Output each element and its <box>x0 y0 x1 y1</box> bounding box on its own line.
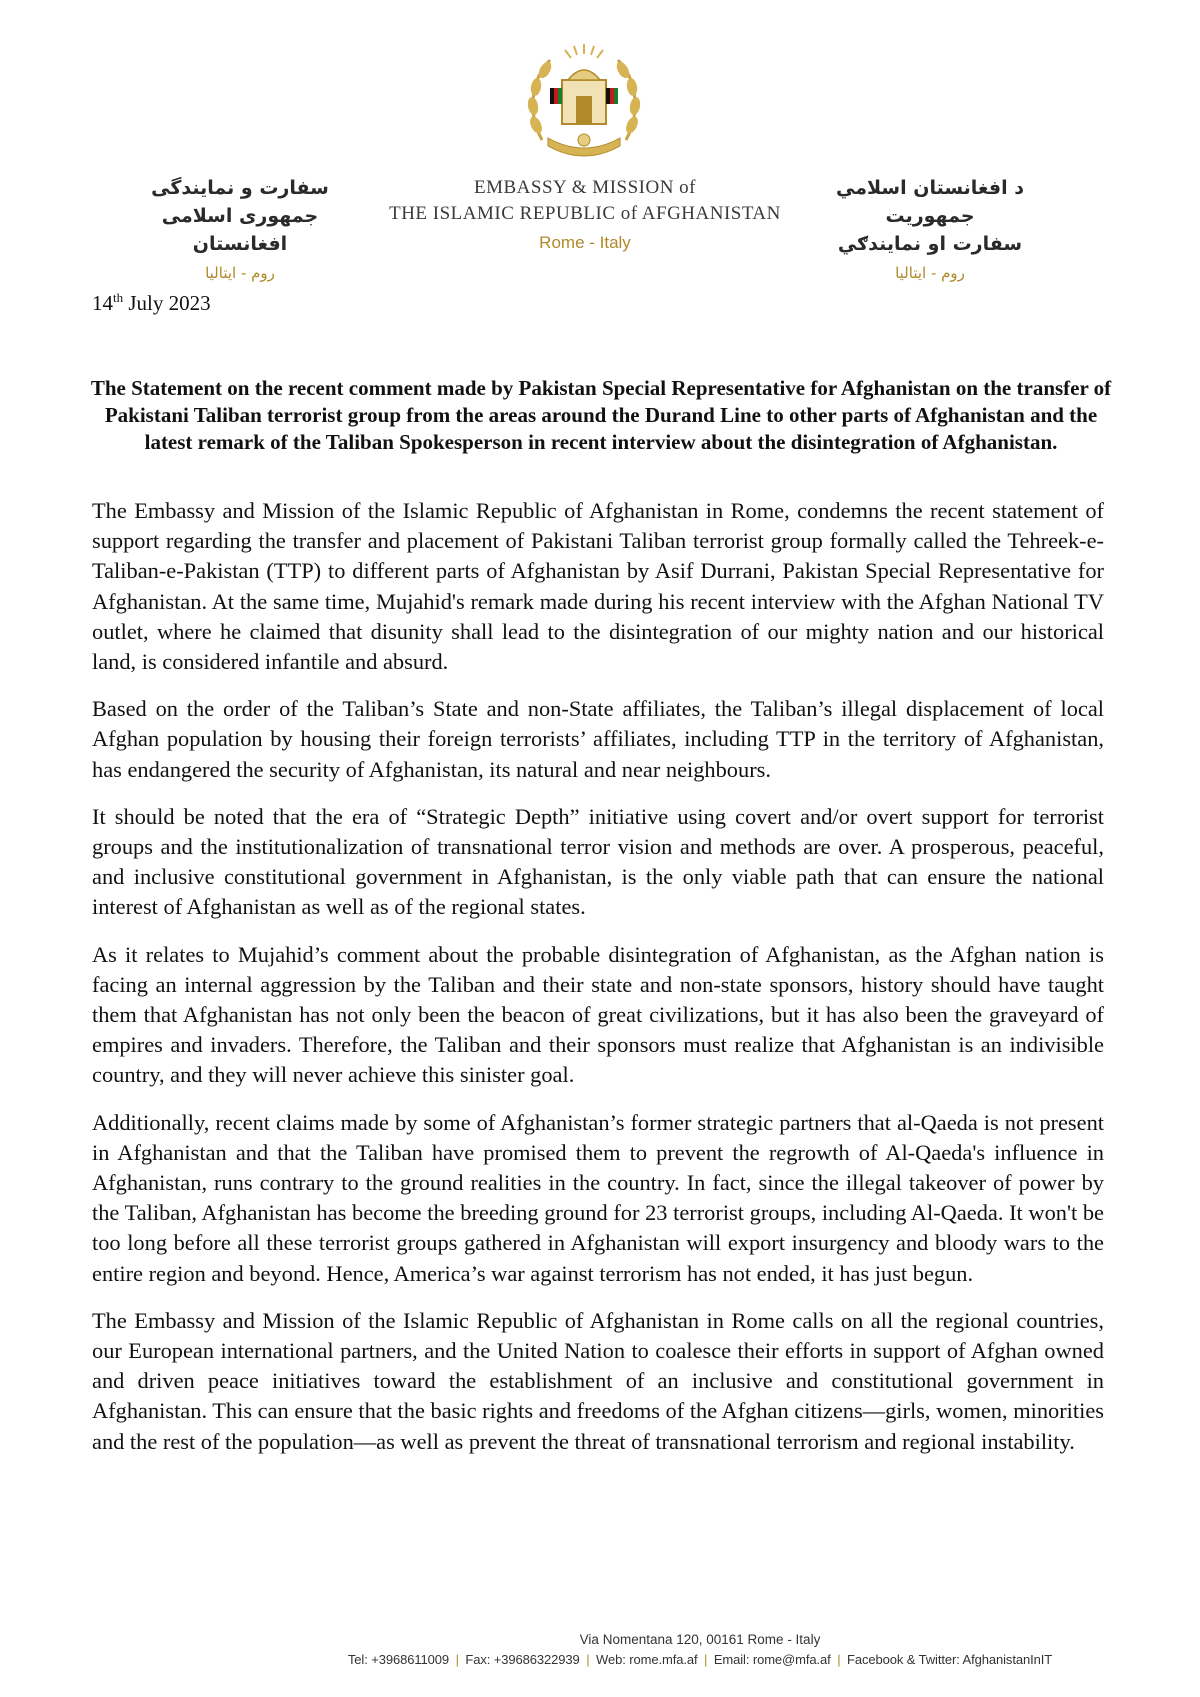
paragraph: As it relates to Mujahid’s comment about the probable disintegration of Afghanistan, as the Afghan nation is facing an internal aggression by the Taliban and their state and non-state sponsors, history should have taught them that Afghanistan has not only been the beacon of great civilizations, but it has also been the graveyard of empires and invaders. Therefore, the Taliban and their sponsors must realize that Afghanistan is an indivisible country, and they will never achieve this sinister goal. <box>92 941 1104 1088</box>
footer-fax: Fax: +39686322939 <box>465 1652 580 1667</box>
date-rest: July 2023 <box>123 291 211 315</box>
footer-separator: | <box>704 1652 708 1667</box>
paragraph: Additionally, recent claims made by some of Afghanistan’s former strategic partners that al-Qaeda is not present in Afghanistan and that the Taliban have promised them to prevent the regrowth of Al-Qaeda's influence in Afghanistan, runs contrary to the ground realities in the country. In fact, since the illegal takeover of power by the Taliban, Afghanistan has become the breeding ground for 23 terrorist groups, including Al-Qaeda. It won't be too long before all these terrorist groups gathered in Afghanistan will export insurgency and bloody wars to the entire region and beyond. Hence, America’s war against terrorism has not ended, it has just begun. <box>92 1109 1104 1286</box>
statement-title: The Statement on the recent comment made by Pakistan Special Representative for Afghanistan on the transfer of Pakistani Taliban terrorist group from the areas around the Durand Line to other parts of Afghanistan and the latest remark of the Taliban Spokesperson in recent interview about the disintegration of Afghanistan. <box>90 376 1112 454</box>
english-header-line2: THE ISLAMIC REPUBLIC of AFGHANISTAN <box>389 203 781 224</box>
persian-header-line2: جمهوری اسلامی افغانستان <box>161 205 319 255</box>
paragraph: The Embassy and Mission of the Islamic Republic of Afghanistan in Rome, condemns the recent statement of support regarding the transfer and placement of Pakistani Taliban terrorist group formally called the Tehreek-e-Taliban-e-Pakistan (TTP) to different parts of Afghanistan by Asif Durrani, Pakistan Special Representative for Afghanistan. At the same time, Mujahid's remark made during his recent interview with the Afghan National TV outlet, where he claimed that disunity shall lead to the disintegration of our mighty nation and our historical land, is considered infantile and absurd. <box>92 498 1104 675</box>
document-date <box>92 290 211 316</box>
footer-separator: | <box>455 1652 459 1667</box>
pashto-header-line2: سفارت او نمایندګي <box>837 233 1023 255</box>
afghanistan-emblem-icon <box>520 40 648 170</box>
date-suffix: th <box>113 290 124 305</box>
footer-social: Facebook & Twitter: AfghanistanInIT <box>847 1652 1053 1667</box>
footer-address: Via Nomentana 120, 00161 Rome - Italy <box>579 1632 821 1647</box>
pashto-header <box>810 174 1050 282</box>
footer-separator: | <box>837 1652 841 1667</box>
letterhead-footer <box>300 1632 1100 1667</box>
paragraph: Based on the order of the Taliban’s State and non-State affiliates, the Taliban’s illegal displacement of local Afghan population by housing their foreign terrorists’ affiliates, including TTP in the territory of Afghanistan, has endangered the security of Afghanistan, its natural and near neighbours. <box>92 696 1104 782</box>
persian-header <box>125 174 355 282</box>
english-header-line1: EMBASSY & MISSION of <box>473 177 697 198</box>
persian-header-line1: سفارت و نمایندگی <box>151 177 329 199</box>
footer-email: Email: rome@mfa.af <box>713 1652 831 1667</box>
english-header <box>340 175 830 253</box>
letterhead <box>0 0 1200 282</box>
footer-contact <box>300 1652 1100 1667</box>
footer-separator: | <box>586 1652 590 1667</box>
footer-tel: Tel: +3968611009 <box>347 1652 450 1667</box>
pashto-header-line1: د افغانستان اسلامي جمهوریت <box>836 177 1024 227</box>
paragraph: The Embassy and Mission of the Islamic Republic of Afghanistan in Rome calls on all the regional countries, our European international partners, and the United Nation to coalesce their efforts in support of Afghan owned and driven peace initiatives toward the establishment of an inclusive and constitutional government in Afghanistan. This can ensure that the basic rights and freedoms of the Afghan citizens—girls, women, minorities and the rest of the population—as well as prevent the threat of transnational terrorism and regional instability. <box>92 1307 1104 1454</box>
persian-header-city: روم - ایتالیا <box>205 264 275 282</box>
pashto-header-city: روم - ایتالیا <box>895 264 965 282</box>
footer-web: Web: rome.mfa.af <box>596 1652 698 1667</box>
english-header-city: Rome - Italy <box>539 233 631 252</box>
statement-body <box>92 496 1104 1474</box>
date-day: 14 <box>92 291 113 315</box>
paragraph: It should be noted that the era of “Strategic Depth” initiative using covert and/or overt support for terrorist groups and the institutionalization of transnational terror vision and methods are over. A prosperous, peaceful, and inclusive constitutional government in Afghanistan, is the only viable path that can ensure the national interest of Afghanistan as well as of the regional states. <box>92 803 1104 920</box>
